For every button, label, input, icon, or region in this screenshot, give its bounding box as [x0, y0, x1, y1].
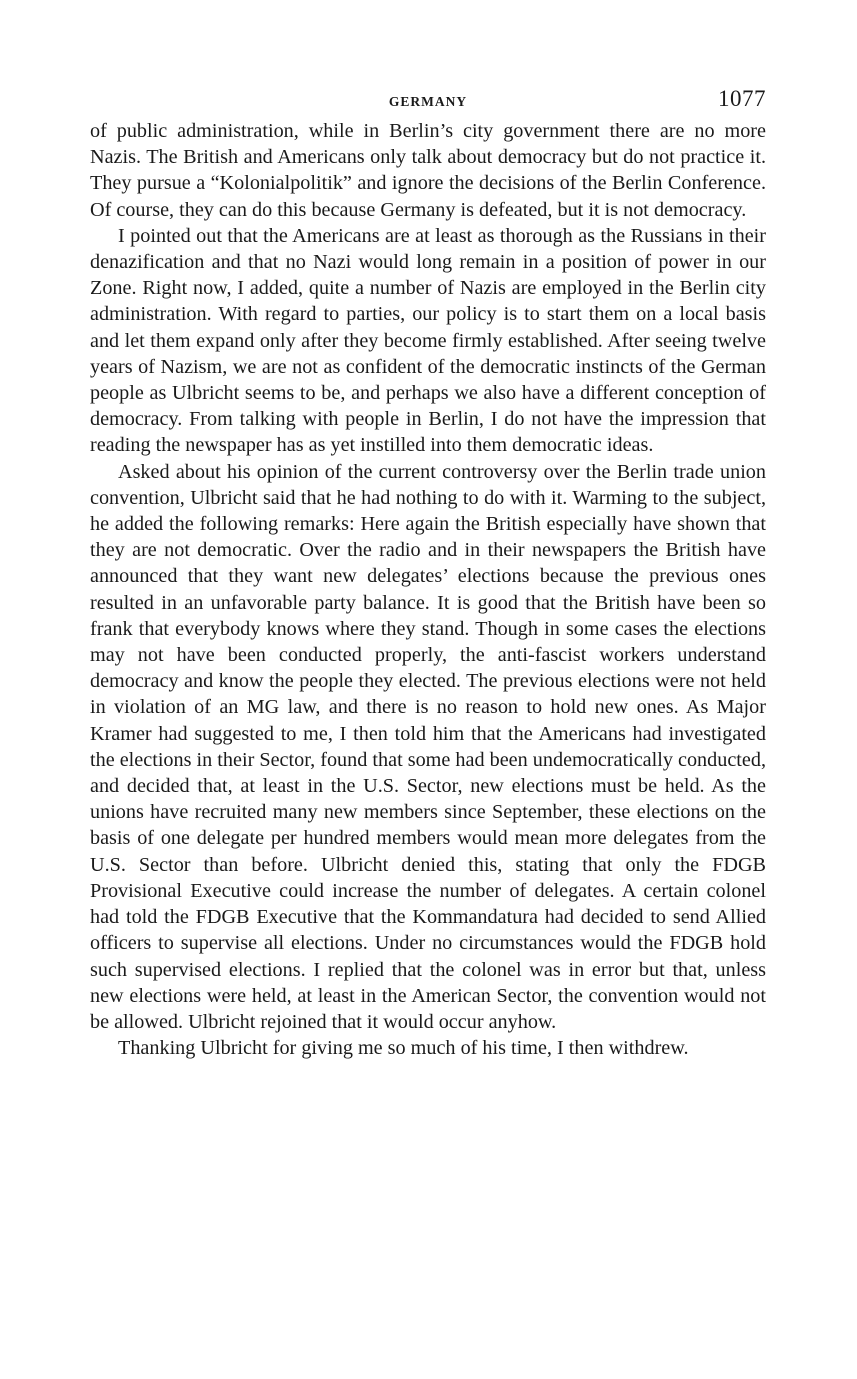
- document-page: [90, 84, 766, 1061]
- paragraph-continued: of public administration, while in Berlin’s city government there are no more Nazis. The British and Americans only talk about democracy but do not practice it. They pursue a “Kolonialpolitik” and ignore the decisions of the Berlin Conference. Of course, they can do this because Germany is defeated, but it is not democracy.: [90, 120, 766, 221]
- paragraph-closing: Thanking Ulbricht for giving me so much of his time, I then withdrew.: [118, 1037, 689, 1060]
- running-title: GERMANY: [388, 94, 468, 109]
- running-header: [90, 84, 766, 118]
- paragraph-denazification: I pointed out that the Americans are at least as thorough as the Russians in their denazification and that no Nazi would long remain in a position of power in our Zone. Right now, I added, quite a number of Nazis are employed in the Berlin city administration. With regard to parties, our policy is to start them on a local basis and let them expand only after they become firmly established. After seeing twelve years of Nazism, we are not as confident of the democratic instincts of the German people as Ulbricht seems to be, and perhaps we also have a different conception of democracy. From talking with people in Berlin, I do not have the impression that reading the newspaper has as yet instilled into them democratic ideas.: [90, 224, 766, 457]
- page-number: 1077: [718, 86, 766, 111]
- paragraph-trade-union: Asked about his opinion of the current controversy over the Berlin trade union convention, Ulbricht said that he had nothing to do with it. Warming to the subject, he added the following remarks: Here again the British especially have shown that they are not democratic. Over the radio and in their newspapers the British have announced that they want new delegates’ elections because the previous ones resulted in an unfavorable party balance. It is good that the British have been so frank that everybody knows where they stand. Though in some cases the elections may not have been conducted properly, the anti-fascist workers understand democracy and know the people they elected. The previous elections were not held in violation of an MG law, and there is no reason to hold new ones. As Major Kramer had suggested to me, I then told him that the Americans had investigated the elections in their Sector, found that some had been undemocratically conducted, and decided that, at least in the U.S. Sector, new elections must be held. As the unions have recruited many new members since September, these elections on the basis of one delegate per hundred members would mean more delegates from the U.S. Sector than before. Ulbricht denied this, stating that only the FDGB Provisional Executive could increase the number of delegates. A certain colonel had told the FDGB Executive that the Kommandatura had decided to send Allied officers to supervise all elections. Under no circumstances would the FDGB hold such supervised elections. I replied that the colonel was in error but that, unless new elections were held, at least in the American Sector, the convention would not be allowed. Ulbricht rejoined that it would occur anyhow.: [90, 460, 766, 1033]
- body-text: [90, 118, 766, 1061]
